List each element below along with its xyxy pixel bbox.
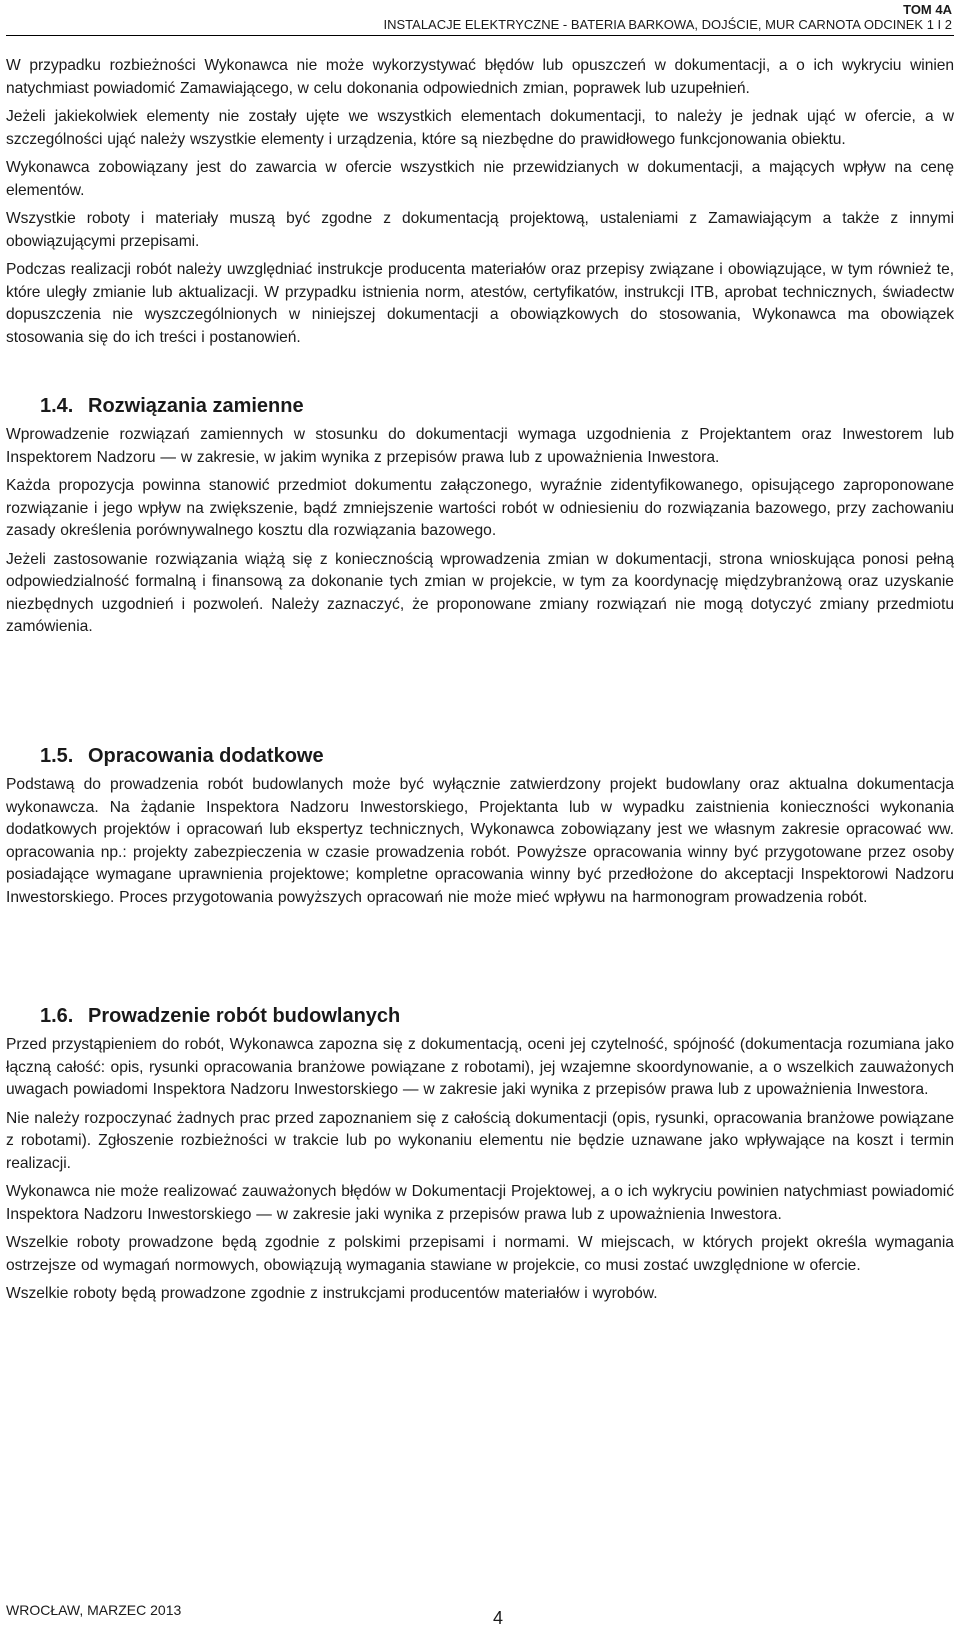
document-header-title: INSTALACJE ELEKTRYCZNE - BATERIA BARKOWA, DOJŚCIE, MUR CARNOTA ODCINEK 1 I 2 [383,17,952,32]
paragraph: Wszelkie roboty będą prowadzone zgodnie z instrukcjami producentów materiałów i wyrobów. [6,1285,658,1302]
paragraph: Wprowadzenie rozwiązań zamiennych w stosunku do dokumentacji wymaga uzgodnienia z Projektantem oraz Inwestorem lub Inspektorem Nadzoru — w zakresie, w jakim wynika z przepisów prawa lub z upoważnienia Inwestora. [6,426,954,466]
paragraph: Nie należy rozpoczynać żadnych prac przed zapoznaniem się z całością dokumentacji (opis, rysunki, opracowania branżowe powiązane z robotami). Zgłoszenie rozbieżności w trakcie lub po wykonaniu elementu nie będzie uznawane jako wpływające na koszt i termin realizacji. [6,1109,954,1172]
section-title: Opracowania dodatkowe [88,745,324,767]
footer-place-date: WROCŁAW, MARZEC 2013 [6,1602,182,1618]
paragraph: Podczas realizacji robót należy uwzględniać instrukcje producenta materiałów oraz przepisy związane i obowiązujące, w tym również te, które uległy zmianie lub aktualizacji. W przypadku istnienia norm, atestów, certyfikatów, instrukcji ITB, aprobat technicznych, świadectw dopuszczenia nie wyszczególnionych w niniejszej dokumentacji a obowiązkowych do stosowania, Wykonawca ma obowiązek stosowania się do ich treści i postanowień. [6,261,954,346]
paragraph: W przypadku rozbieżności Wykonawca nie może wykorzystywać błędów lub opuszczeń w dokumentacji, a o ich wykryciu winien natychmiast powiadomić Zamawiającego, w celu dokonania odpowiednich zmian, poprawek lub uzupełnień. [6,57,954,97]
section-heading [6,742,954,770]
intro-text [6,55,954,355]
paragraph: Każda propozycja powinna stanowić przedmiot dokumentu załączonego, wyraźnie zidentyfikowanego, opisującego zaproponowane rozwiązanie i jego wpływ na zwiększenie, bądź zmniejszenie wartości robót w odniesieniu do rozwiązania bazowego, przy zachowaniu zasady określenia porównywalnego kosztu dla rozwiązania bazowego. [6,477,954,539]
section-title: Rozwiązania zamienne [88,395,304,417]
section-number: 1.6. [40,1005,74,1027]
paragraph: Podstawą do prowadzenia robót budowlanych może być wyłącznie zatwierdzony projekt budowlany oraz aktualna dokumentacja wykonawcza. Na żądanie Inspektora Nadzoru Inwestorskiego, Projektanta lub w wypadku zaistnienia konieczności wykonania dodatkowych projektów i opracowań lub ekspertyz technicznych, Wykonawca zobowiązany jest we własnym zakresie opracować ww. opracowania np.: projekty zabezpieczenia w czasie prowadzenia robót. Powyższe opracowania winny być przygotowane przez osoby posiadające wymagane uprawnienia projektowe; kompletne opracowania winny być przedłożone do akceptacji Inspektorowi Nadzoru Inwestorskiego. Proces przygotowania powyższych opracowań nie może mieć wpływu na harmonogram prowadzenia robót. [6,776,954,906]
paragraph: Wszystkie roboty i materiały muszą być zgodne z dokumentacją projektową, ustaleniami z Zamawiającym a także z innymi obowiązującymi przepisami. [6,210,954,250]
paragraph: Jeżeli jakiekolwiek elementy nie zostały ujęte we wszystkich elementach dokumentacji, to należy je jednak ująć w ofercie, a w szczególności ująć należy wszystkie elementy i urządzenia, które są niezbędne do prawidłowego funkcjonowania obiektu. [6,108,954,148]
section-rozwiazania-zamienne [6,392,954,645]
paragraph: Przed przystąpieniem do robót, Wykonawca zapozna się z dokumentacją, oceni jej czytelność, spójność (dokumentacja rozumiana jako łączną całość: opis, rysunki opracowania branżowe powiązane z robotami), jej wzajemne skoordynowanie, a o wszelkich zauważonych uwagach powiadomi Inspektora Nadzoru Inwestorskiego — w zakresie jaki wynika z przepisów prawa lub z upoważnienia Inwestora. [6,1036,954,1098]
section-heading [6,1002,954,1030]
section-number: 1.5. [40,745,74,767]
paragraph: Wykonawca zobowiązany jest do zawarcia w ofercie wszystkich nie przewidzianych w dokumentacji, a mających wpływ na cenę elementów. [6,159,954,199]
section-opracowania-dodatkowe [6,742,954,915]
section-prowadzenie-robot [6,1002,954,1312]
header-divider [6,35,954,36]
page-number: 4 [493,1608,504,1628]
paragraph: Wszelkie roboty prowadzone będą zgodnie z polskimi przepisami i normami. W miejscach, w których projekt określa wymagania ostrzejsze od wymagań normowych, obowiązują wymagania stawiane w projekcie, co musi zostać uwzględnione w ofercie. [6,1234,954,1274]
paragraph: Wykonawca nie może realizować zauważonych błędów w Dokumentacji Projektowej, a o ich wykryciu powinien natychmiast powiadomić Inspektora Nadzoru Inwestorskiego — w zakresie jaki wynika z przepisów prawa lub z upoważnienia Inwestora. [6,1183,954,1223]
section-number: 1.4. [40,395,74,417]
paragraph: Jeżeli zastosowanie rozwiązania wiążą się z koniecznością wprowadzenia zmian w dokumentacji, strona wnioskująca ponosi pełną odpowiedzialność formalną i finansową za dokonanie tych zmian w projekcie, w tym za koordynację międzybranżową oraz uzyskanie niezbędnych uzgodnień i pozwoleń. Należy zaznaczyć, że proponowane zmiany rozwiązań nie mogą dotyczyć zmiany przedmiotu zamówienia. [6,550,954,635]
section-title: Prowadzenie robót budowlanych [88,1005,401,1027]
document-volume: TOM 4A [903,2,952,17]
section-heading [6,392,954,420]
